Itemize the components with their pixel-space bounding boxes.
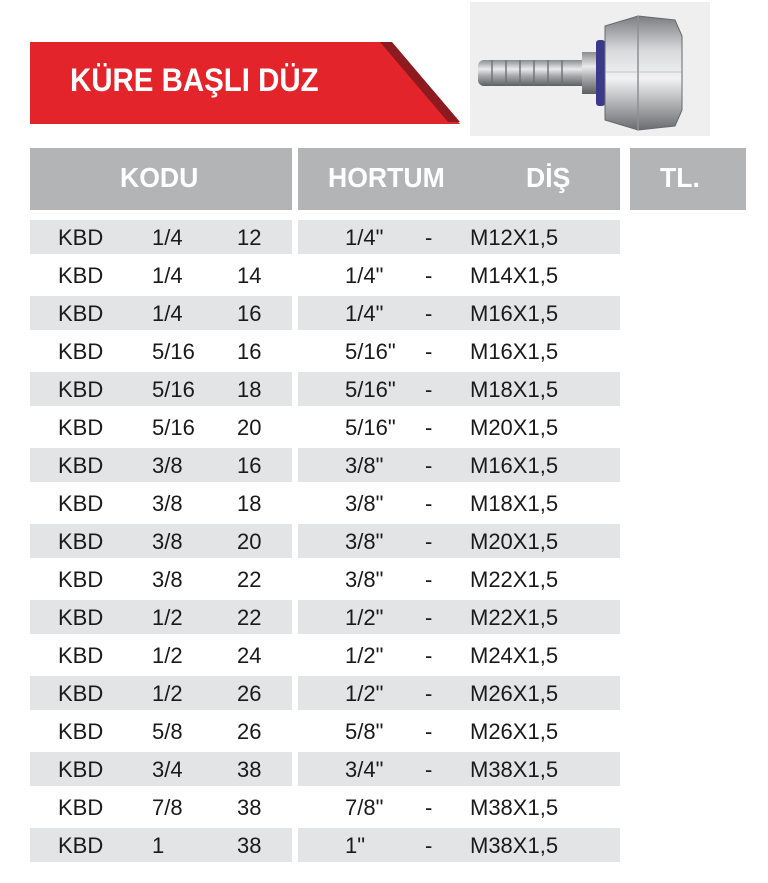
cell-dash: -	[425, 567, 433, 592]
cell-size: 1/2	[152, 681, 183, 706]
cell-dash: -	[425, 529, 433, 554]
cell-dash: -	[425, 719, 433, 744]
table-row	[0, 410, 768, 447]
cell-number: 26	[237, 681, 262, 706]
table-row	[0, 638, 768, 675]
cell-hose: 3/4"	[345, 757, 384, 782]
header-kodu	[30, 148, 292, 210]
cell-size: 3/4	[152, 757, 183, 782]
cell-number: 16	[237, 301, 262, 326]
table-row	[0, 220, 768, 257]
cell-hose: 3/8"	[345, 567, 384, 592]
cell-size: 1/4	[152, 225, 183, 250]
cell-thread: M16X1,5	[470, 301, 559, 326]
cell-number: 22	[237, 605, 262, 630]
cell-thread: M16X1,5	[470, 453, 559, 478]
cell-code: KBD	[58, 719, 104, 744]
cell-dash: -	[425, 453, 433, 478]
cell-dash: -	[425, 491, 433, 516]
cell-size: 1/4	[152, 263, 183, 288]
fitting-illustration	[470, 2, 710, 136]
table-row	[0, 790, 768, 827]
cell-hose: 5/16"	[345, 339, 396, 364]
cell-dash: -	[425, 605, 433, 630]
cell-number: 38	[237, 795, 262, 820]
cell-code: KBD	[58, 795, 104, 820]
table-row	[0, 296, 768, 333]
cell-code: KBD	[58, 681, 104, 706]
header-tl	[630, 148, 746, 210]
cell-number: 26	[237, 719, 262, 744]
cell-dash: -	[425, 301, 433, 326]
cell-size: 5/8	[152, 719, 183, 744]
header-kodu-label: KODU	[120, 162, 199, 193]
cell-thread: M20X1,5	[470, 529, 559, 554]
cell-dash: -	[425, 795, 433, 820]
cell-code: KBD	[58, 415, 104, 440]
cell-hose: 3/8"	[345, 453, 384, 478]
cell-thread: M20X1,5	[470, 415, 559, 440]
cell-code: KBD	[58, 757, 104, 782]
table-row	[0, 828, 768, 865]
product-image	[470, 2, 710, 136]
cell-code: KBD	[58, 377, 104, 402]
cell-number: 20	[237, 415, 262, 440]
table-row	[0, 258, 768, 295]
cell-dash: -	[425, 833, 433, 858]
cell-code: KBD	[58, 605, 104, 630]
cell-number: 38	[237, 833, 262, 858]
cell-code: KBD	[58, 263, 104, 288]
cell-thread: M24X1,5	[470, 643, 559, 668]
cell-size: 3/8	[152, 529, 183, 554]
cell-size: 5/16	[152, 377, 195, 402]
cell-number: 24	[237, 643, 262, 668]
header-hortum-dis	[298, 148, 620, 210]
cell-hose: 5/16"	[345, 415, 396, 440]
page-title: KÜRE BAŞLI DÜZ	[70, 62, 319, 98]
cell-number: 22	[237, 567, 262, 592]
cell-size: 1/2	[152, 605, 183, 630]
cell-dash: -	[425, 377, 433, 402]
table-row	[0, 676, 768, 713]
cell-dash: -	[425, 339, 433, 364]
cell-size: 3/8	[152, 453, 183, 478]
cell-hose: 3/8"	[345, 491, 384, 516]
table-row	[0, 372, 768, 409]
cell-dash: -	[425, 643, 433, 668]
header-dis-label: DİŞ	[526, 162, 571, 193]
cell-dash: -	[425, 681, 433, 706]
cell-number: 18	[237, 377, 262, 402]
cell-hose: 5/8"	[345, 719, 384, 744]
table-row	[0, 752, 768, 789]
cell-thread: M14X1,5	[470, 263, 559, 288]
cell-hose: 1/2"	[345, 605, 384, 630]
cell-dash: -	[425, 263, 433, 288]
cell-thread: M22X1,5	[470, 567, 559, 592]
cell-size: 3/8	[152, 491, 183, 516]
cell-number: 38	[237, 757, 262, 782]
cell-number: 18	[237, 491, 262, 516]
cell-dash: -	[425, 415, 433, 440]
cell-hose: 1/4"	[345, 225, 384, 250]
cell-code: KBD	[58, 833, 104, 858]
header-hortum-label: HORTUM	[328, 162, 445, 193]
cell-size: 1/4	[152, 301, 183, 326]
table-row	[0, 562, 768, 599]
cell-size: 3/8	[152, 567, 183, 592]
cell-number: 14	[237, 263, 262, 288]
cell-thread: M18X1,5	[470, 377, 559, 402]
cell-hose: 1/2"	[345, 681, 384, 706]
cell-hose: 5/16"	[345, 377, 396, 402]
cell-thread: M16X1,5	[470, 339, 559, 364]
cell-code: KBD	[58, 225, 104, 250]
table-row	[0, 486, 768, 523]
cell-code: KBD	[58, 453, 104, 478]
cell-size: 5/16	[152, 415, 195, 440]
table-row	[0, 448, 768, 485]
cell-code: KBD	[58, 529, 104, 554]
cell-thread: M38X1,5	[470, 795, 559, 820]
cell-thread: M12X1,5	[470, 225, 559, 250]
cell-thread: M26X1,5	[470, 681, 559, 706]
cell-thread: M22X1,5	[470, 605, 559, 630]
cell-dash: -	[425, 225, 433, 250]
cell-number: 16	[237, 339, 262, 364]
table-row	[0, 600, 768, 637]
cell-hose: 1/2"	[345, 643, 384, 668]
cell-number: 20	[237, 529, 262, 554]
cell-hose: 7/8"	[345, 795, 384, 820]
cell-code: KBD	[58, 643, 104, 668]
cell-hose: 1"	[345, 833, 366, 858]
cell-size: 1	[152, 833, 165, 858]
cell-thread: M38X1,5	[470, 833, 559, 858]
cell-number: 16	[237, 453, 262, 478]
table-row	[0, 334, 768, 371]
header-tl-label: TL.	[660, 162, 700, 193]
cell-code: KBD	[58, 491, 104, 516]
cell-size: 1/2	[152, 643, 183, 668]
cell-size: 7/8	[152, 795, 183, 820]
cell-thread: M18X1,5	[470, 491, 559, 516]
cell-code: KBD	[58, 567, 104, 592]
cell-code: KBD	[58, 301, 104, 326]
cell-hose: 3/8"	[345, 529, 384, 554]
table-row	[0, 524, 768, 561]
cell-thread: M38X1,5	[470, 757, 559, 782]
cell-dash: -	[425, 757, 433, 782]
cell-number: 12	[237, 225, 262, 250]
table-row	[0, 714, 768, 751]
cell-hose: 1/4"	[345, 301, 384, 326]
cell-hose: 1/4"	[345, 263, 384, 288]
cell-thread: M26X1,5	[470, 719, 559, 744]
title-banner	[30, 42, 460, 124]
cell-size: 5/16	[152, 339, 195, 364]
cell-code: KBD	[58, 339, 104, 364]
